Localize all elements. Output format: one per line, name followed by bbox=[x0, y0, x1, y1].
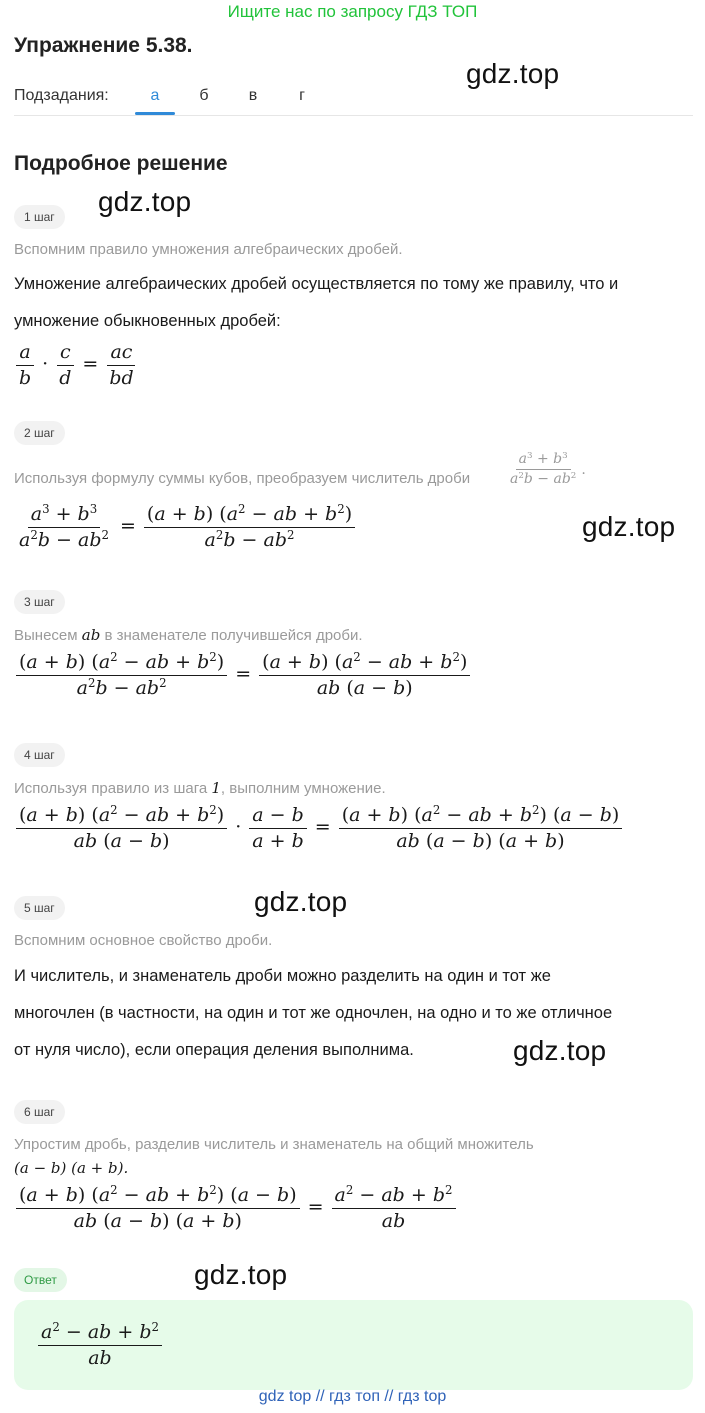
step-6-hint: Упростим дробь, разделив числитель и знаменатель на общий множитель bbox=[14, 1136, 534, 1153]
step-2-hint: Используя формулу суммы кубов, преобразуем числитель дроби bbox=[14, 470, 471, 487]
step-3-hint bbox=[14, 626, 363, 644]
tab-a[interactable]: а bbox=[150, 87, 160, 104]
step-6-hint-math: (a − b) (a + b). bbox=[14, 1159, 129, 1177]
promo-banner: Ищите нас по запросу ГДЗ ТОП bbox=[227, 2, 478, 21]
tab-b[interactable]: б bbox=[199, 87, 209, 104]
step-5-text-3: от нуля число), если операция деления выполнима. bbox=[14, 1041, 414, 1059]
step-4-hint-after: , выполним умножение. bbox=[220, 780, 386, 797]
step-2-hint-fraction: $\frac{a^3 + b^3}{a^2b - ab^2}$ . bbox=[510, 450, 586, 488]
step-4-badge: 4 шаг bbox=[14, 743, 65, 767]
step-2-formula: $\frac{a^3 + b^3}{a^2b - ab^2}$ = $\frac{(a + b) (a^2 - ab + b^2)}{a^2b - ab^2}$ bbox=[14, 504, 357, 551]
step-4-formula: $\frac{(a + b) (a^2 - ab + b^2)}{ab (a - b)}$ · $\frac{a - b}{a + b}$ = $\frac{(a + b) (a^2 - ab + b^2) (a - b)}{ab (a - b) (a + b)}$ bbox=[14, 805, 624, 852]
tab-g[interactable]: г bbox=[299, 87, 305, 104]
step-6-badge: 6 шаг bbox=[14, 1100, 65, 1124]
step-1-text-1: Умножение алгебраических дробей осуществляется по тому же правилу, что и bbox=[14, 275, 619, 293]
step-1-hint: Вспомним правило умножения алгебраических дробей. bbox=[14, 241, 403, 258]
subtasks-label: Подзадания: bbox=[14, 87, 109, 104]
step-1-badge: 1 шаг bbox=[14, 205, 65, 229]
answer-badge: Ответ bbox=[14, 1268, 67, 1292]
step-4-hint-math: 1 bbox=[211, 779, 221, 797]
step-5-hint: Вспомним основное свойство дроби. bbox=[14, 932, 273, 949]
step-5-text-1: И числитель, и знаменатель дроби можно разделить на один и тот же bbox=[14, 967, 551, 985]
watermark: gdz.top bbox=[254, 886, 348, 917]
watermark: gdz.top bbox=[194, 1259, 288, 1290]
step-2-badge: 2 шаг bbox=[14, 421, 65, 445]
watermark: gdz.top bbox=[98, 186, 192, 217]
step-3-hint-after: в знаменателе получившейся дроби. bbox=[104, 627, 363, 644]
step-1-text-2: умножение обыкновенных дробей: bbox=[14, 312, 281, 330]
footer-links[interactable]: gdz top // гдз топ // гдз top bbox=[258, 1388, 447, 1405]
watermark: gdz.top bbox=[466, 58, 560, 89]
page-title: Упражнение 5.38. bbox=[14, 34, 193, 57]
answer-formula: $\frac{a^2 - ab + b^2}{ab}$ bbox=[36, 1322, 164, 1369]
tab-v[interactable]: в bbox=[248, 87, 258, 104]
watermark: gdz.top bbox=[582, 511, 676, 542]
step-3-formula: $\frac{(a + b) (a^2 - ab + b^2)}{a^2b - ab^2}$ = $\frac{(a + b) (a^2 - ab + b^2)}{ab (a - b)}$ bbox=[14, 652, 472, 699]
step-3-hint-before: Вынесем bbox=[14, 627, 78, 644]
step-3-badge: 3 шаг bbox=[14, 590, 65, 614]
step-5-badge: 5 шаг bbox=[14, 896, 65, 920]
step-5-text-2: многочлен (в частности, на один и тот же одночлен, на одно и то же отличное bbox=[14, 1004, 613, 1022]
tabs-divider bbox=[14, 115, 693, 116]
step-3-hint-math: ab bbox=[81, 626, 101, 644]
step-6-formula: $\frac{(a + b) (a^2 - ab + b^2) (a - b)}{ab (a - b) (a + b)}$ = $\frac{a^2 - ab + b^2}{ab}$ bbox=[14, 1185, 458, 1232]
watermark: gdz.top bbox=[513, 1035, 607, 1066]
step-1-formula: $\frac{a}{b}$ · $\frac{c}{d}$ = $\frac{ac}{bd}$ bbox=[14, 342, 139, 389]
section-title: Подробное решение bbox=[14, 152, 228, 175]
step-4-hint-before: Используя правило из шага bbox=[14, 780, 208, 797]
step-4-hint bbox=[14, 779, 386, 797]
